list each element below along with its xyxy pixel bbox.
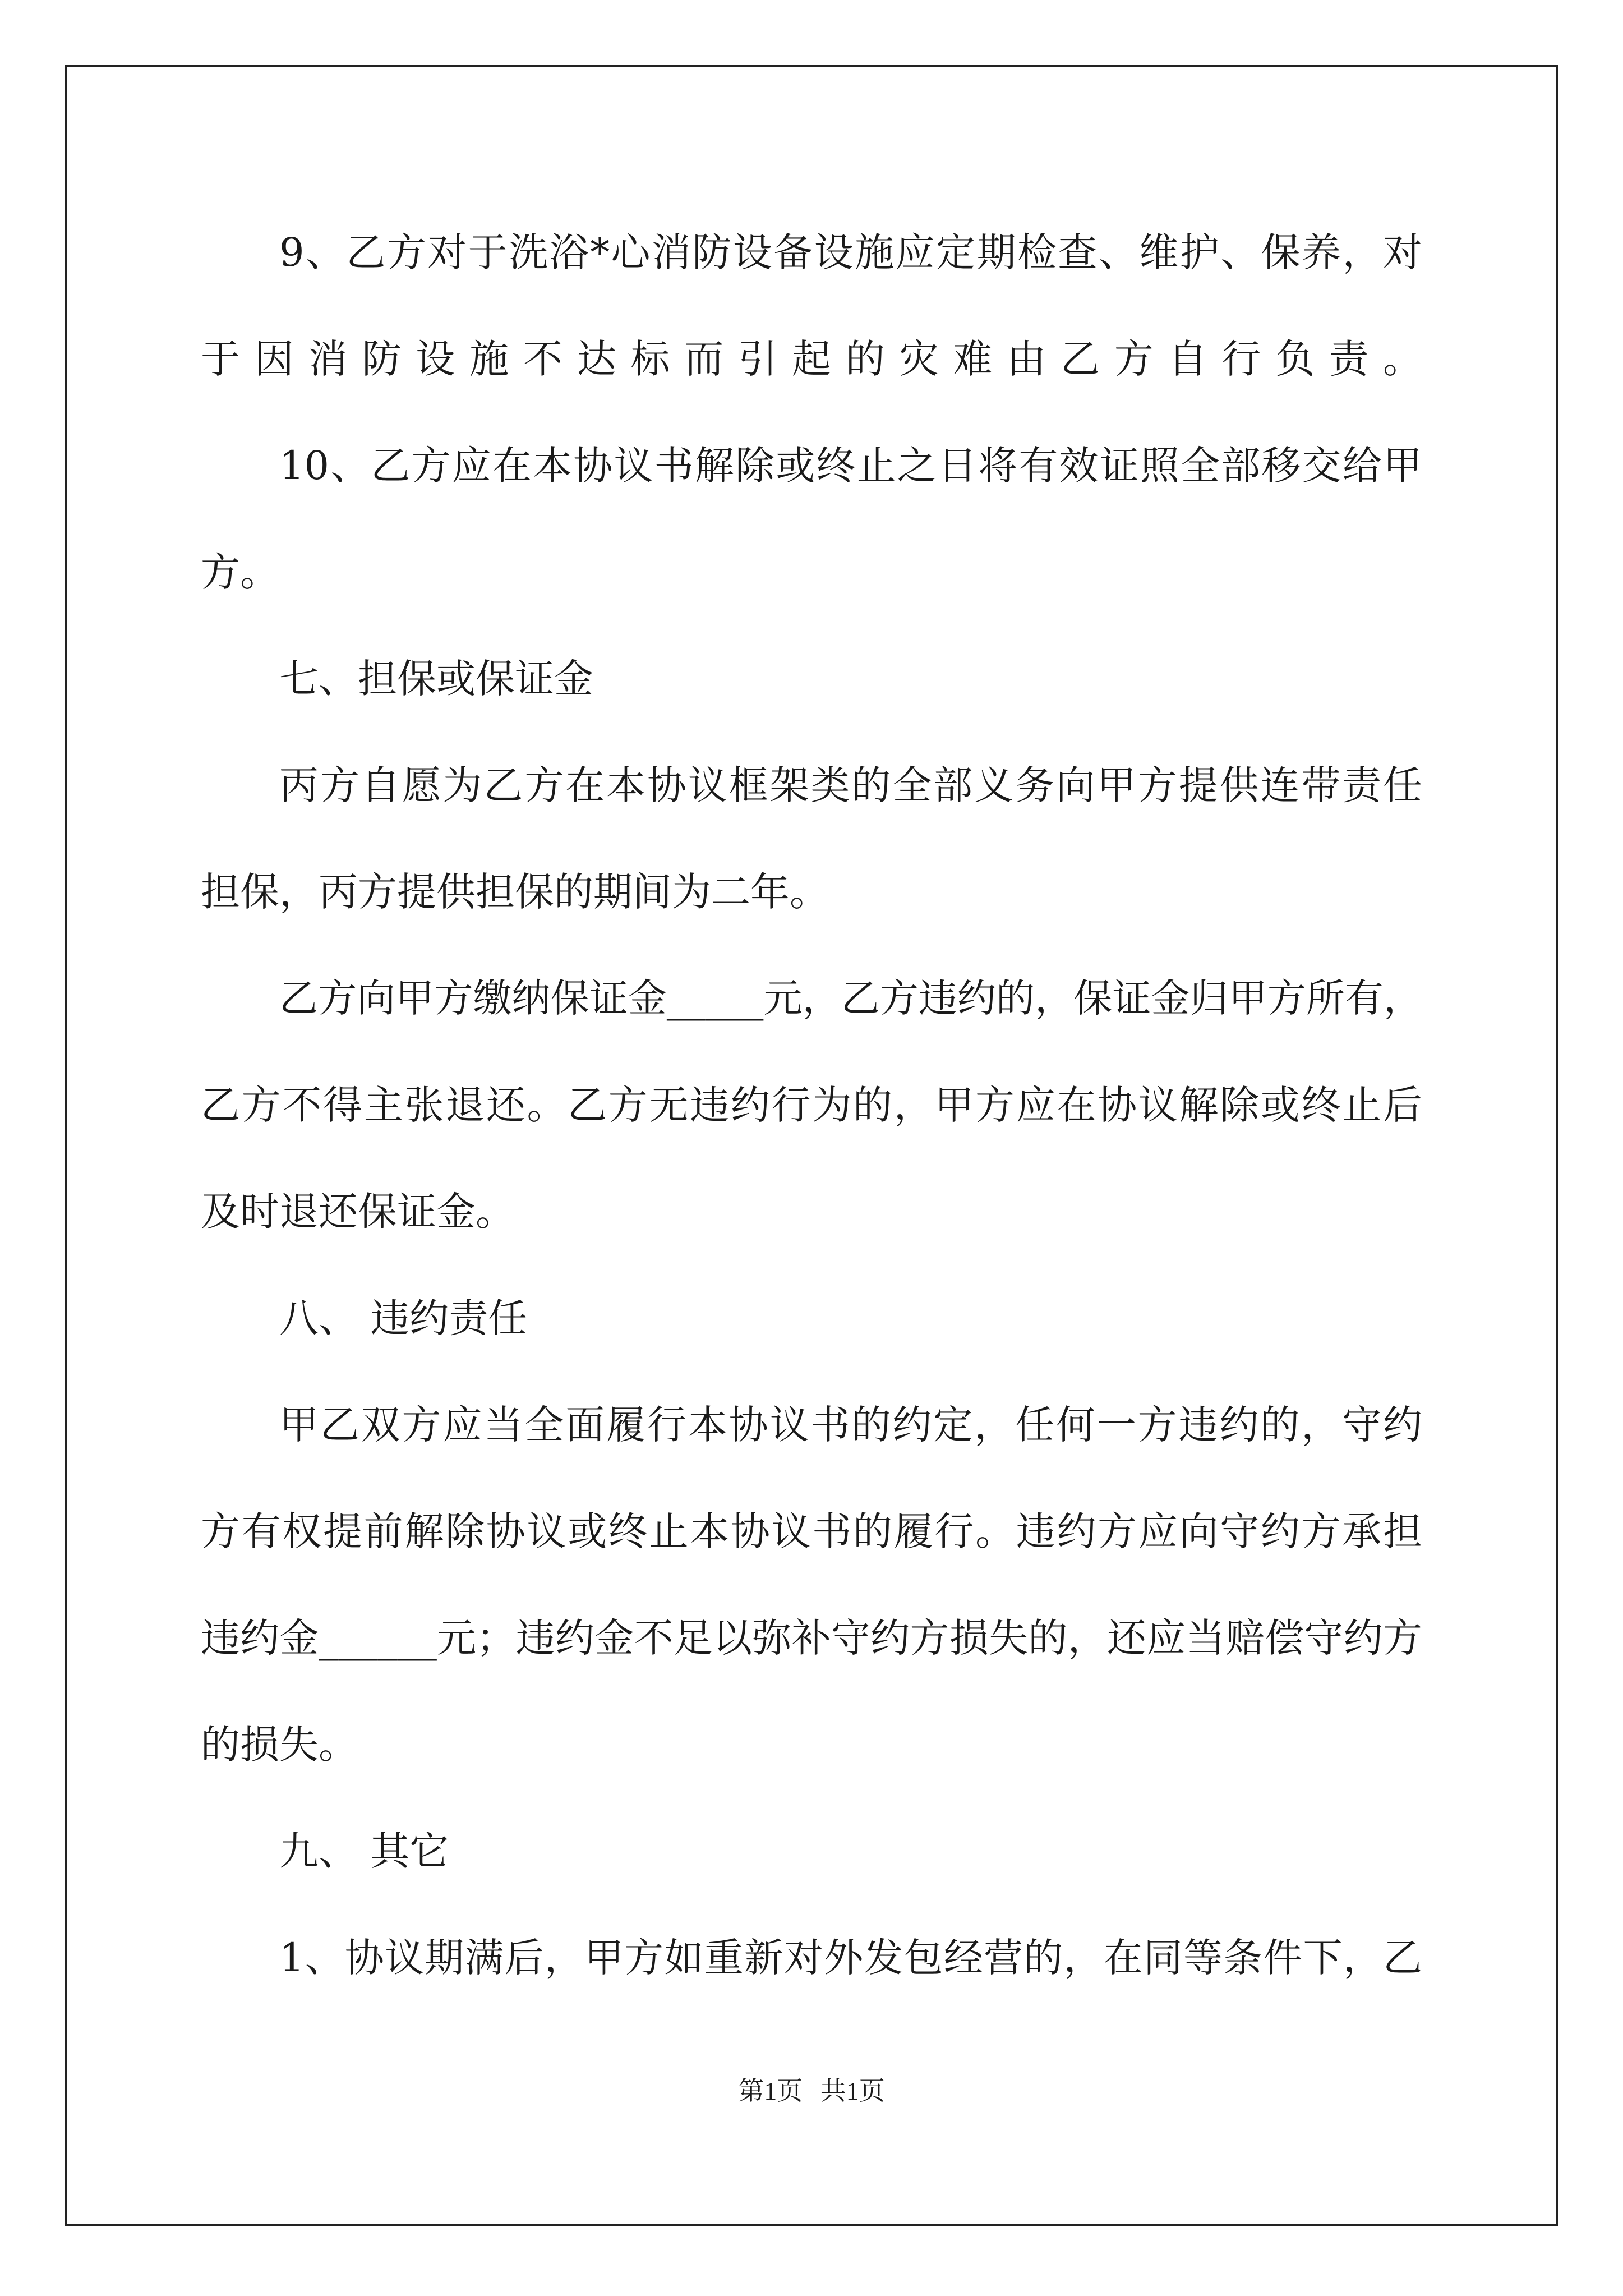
- paragraph-line: 9、乙方对于洗浴*心消防设备设施应定期检查、维护、保养，对: [279, 229, 1422, 275]
- paragraph-line: 甲乙双方应当全面履行本协议书的约定，任何一方违约的，守约: [279, 1402, 1422, 1448]
- paragraph-line: 乙方不得主张退还。乙方无违约行为的，甲方应在协议解除或终止后: [201, 1082, 1422, 1128]
- paragraph-line: 1、协议期满后，甲方如重新对外发包经营的，在同等条件下，乙: [279, 1935, 1422, 1981]
- page-total: 共1页: [820, 2077, 885, 2105]
- section-heading: 九、 其它: [279, 1828, 449, 1874]
- section-heading: 七、担保或保证金: [279, 656, 593, 702]
- paragraph-line: 担保，丙方提供担保的期间为二年。: [201, 869, 829, 915]
- paragraph-line: 于因消防设施不达标而引起的灾难由乙方自行负责。: [201, 336, 1422, 382]
- page-footer: [0, 2074, 1623, 2108]
- paragraph-line: 方有权提前解除协议或终止本协议书的履行。违约方应向守约方承担: [201, 1508, 1422, 1554]
- paragraph-line: 乙方向甲方缴纳保证金_____元，乙方违约的，保证金归甲方所有，: [279, 976, 1422, 1021]
- paragraph-line: 丙方自愿为乙方在本协议框架类的全部义务向甲方提供连带责任: [279, 762, 1422, 808]
- page-number: 第1页: [738, 2077, 803, 2105]
- paragraph-line: 违约金______元；违约金不足以弥补守约方损失的，还应当赔偿守约方: [201, 1615, 1422, 1661]
- paragraph-line: 10、乙方应在本协议书解除或终止之日将有效证照全部移交给甲: [279, 443, 1422, 489]
- paragraph-line: 方。: [201, 549, 279, 595]
- paragraph-line: 的损失。: [201, 1722, 358, 1768]
- section-heading: 八、 违约责任: [279, 1295, 528, 1341]
- page-border: [65, 65, 1558, 2226]
- paragraph-line: 及时退还保证金。: [201, 1189, 515, 1235]
